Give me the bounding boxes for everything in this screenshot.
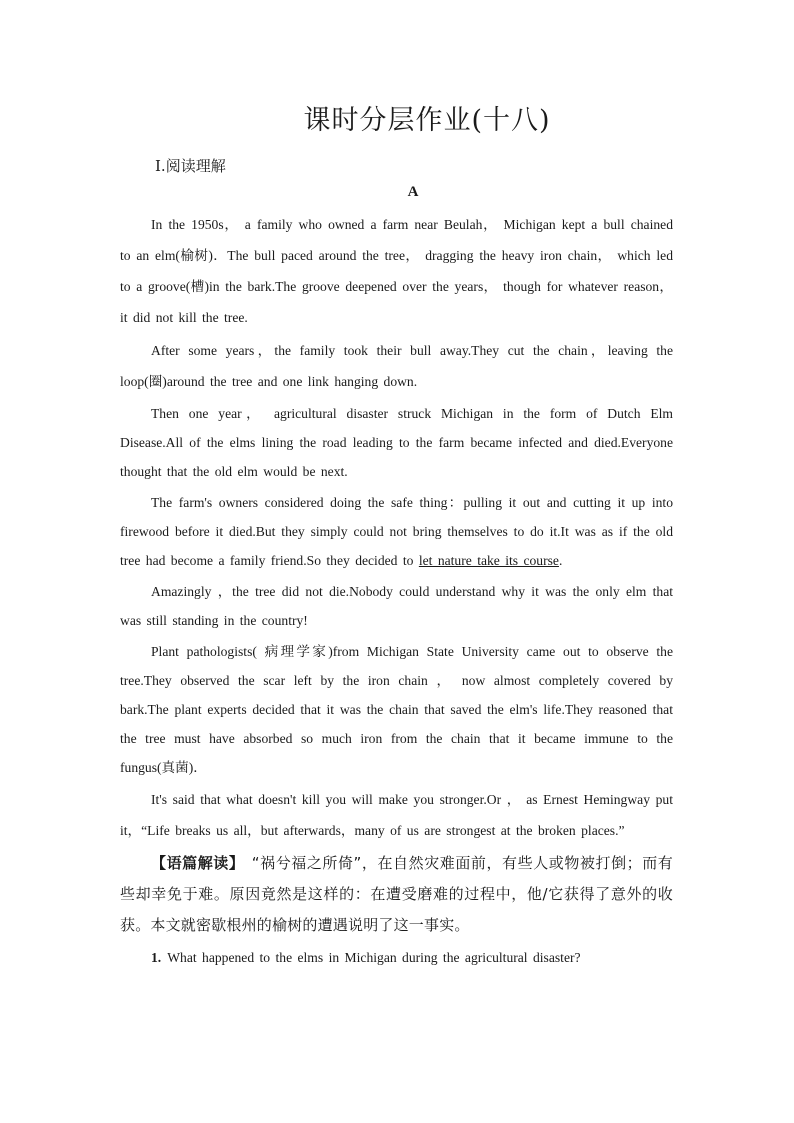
passage-body bbox=[120, 209, 673, 973]
paragraph-4-end: . bbox=[558, 553, 563, 568]
paragraph-6: Plant pathologists( 病理学家)from Michigan State University came out to observe the tree.They observed the scar left by the iron chain ， now almost completely covered by bark.The plant experts decided that it was the chain that saved the elm's life.They reasoned that the tree must have absorbed so much iron from the chain that it became immune to the fungus(真菌)． bbox=[120, 644, 673, 775]
analysis-text: “祸兮福之所倚”，在自然灾难面前，有些人或物被打倒；而有些却幸免于难。原因竟然是这样的：在遭受磨难的过程中，他/它获得了意外的收获。本文就密歇根州的榆树的遭遇说明了这一事实。 bbox=[120, 854, 673, 934]
analysis-tag: 【语篇解读】 bbox=[151, 854, 245, 872]
paragraph-4 bbox=[120, 488, 673, 575]
section-label: Ⅰ.阅读理解 bbox=[155, 157, 226, 175]
paragraph-5: Amazingly ，the tree did not die.Nobody could understand why it was the only elm that was still standing in the country! bbox=[120, 584, 673, 628]
question-number: 1. bbox=[151, 950, 162, 965]
paragraph-7: It's said that what doesn't kill you will make you stronger.Or ， as Ernest Hemingway put it，“Life breaks us all，but afterwards，many of us are strongest at the broken places.” bbox=[120, 792, 673, 838]
underlined-phrase: let nature take its course bbox=[418, 553, 559, 568]
question-text: What happened to the elms in Michigan during the agricultural disaster? bbox=[167, 950, 581, 965]
page-title: 课时分层作业(十八) bbox=[303, 105, 551, 136]
paragraph-3: Then one year， agricultural disaster struck Michigan in the form of Dutch Elm Disease.All of the elms lining the road leading to the farm became infected and died.Everyone thought that the old elm would be next. bbox=[120, 406, 673, 479]
question-1 bbox=[151, 943, 673, 973]
paragraph-2: After some years，the family took their bull away.They cut the chain，leaving the loop(圈)around the tree and one link hanging down. bbox=[120, 343, 673, 389]
passage-analysis bbox=[120, 848, 673, 941]
paragraph-4-text: The farm's owners considered doing the safe thing：pulling it out and cutting it up into firewood before it died.But they simply could not bring themselves to do it.It was as if the old tree had become a family friend.So they decided to bbox=[120, 495, 673, 568]
paragraph-1: In the 1950s， a family who owned a farm near Beulah， Michigan kept a bull chained to an elm(榆树)．The bull paced around the tree， dragging the heavy iron chain， which led to a groove(槽)in the bark.The groove deepened over the years， though for whatever reason，it did not kill the tree. bbox=[120, 217, 673, 325]
passage-letter: A bbox=[407, 184, 419, 200]
